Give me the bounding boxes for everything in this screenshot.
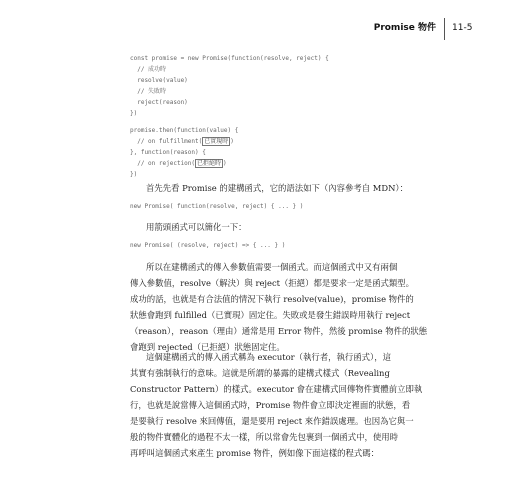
paragraph-line: 再呼叫這個函式來產生 promise 物件，例如像下面這樣的程式碼： <box>130 448 379 458</box>
paragraph-line: 般的物件實體化的過程不太一樣，所以常會先包裹到一個函式中，使用時 <box>130 432 398 442</box>
paragraph-line: 成功的話，也就是有合法值的情況下執行 resolve(value)，promise 物件的 <box>130 294 414 304</box>
header-divider <box>444 18 445 40</box>
paragraph-line: 行，也就是說當傳入這個函式時，Promise 物件會立即決定裡面的狀態，看 <box>130 400 411 410</box>
code-line: }, function(reason) { <box>130 149 206 156</box>
paragraph-constructor-intro: 首先先看 Promise 的建構函式，它的語法如下（內容參考自 MDN）： <box>146 183 408 193</box>
code-line: // on fulfillment( 已實現時 ) <box>130 138 234 145</box>
code-line: reject(reason) <box>130 99 188 106</box>
code-line: promise.then(function(value) { <box>130 127 239 134</box>
code-line: const promise = new Promise(function(resolve, reject) { <box>130 55 329 62</box>
paragraph-line: 這個建構函式的傳入函式稱為 executor（執行者，執行函式），這 <box>146 352 391 362</box>
code-comment-highlight: 已實現時 <box>204 138 229 145</box>
paragraph-line: 所以在建構函式的傳入參數值需要一個函式。而這個函式中又有兩個 <box>146 262 398 272</box>
code-constructor-syntax: new Promise( function(resolve, reject) { ... } ) <box>130 203 304 210</box>
paragraph-line: 會跑到 rejected（已拒絕）狀態固定住。 <box>130 342 285 352</box>
page-number: 11-5 <box>452 23 473 33</box>
paragraph-line: 傳入參數值，resolve（解決）與 reject（拒絕）都是要求一定是函式類型。 <box>130 278 415 288</box>
running-header-title: Promise 物件 <box>373 23 436 33</box>
code-line: // 成功時 <box>130 66 167 73</box>
code-arrow-syntax: new Promise( (resolve, reject) => { ... } ) <box>130 242 286 249</box>
code-line: }) <box>130 110 138 117</box>
code-line: // on rejection( 已拒絕時 ) <box>130 160 227 167</box>
code-line: // 失敗時 <box>130 88 167 95</box>
code-comment-highlight: 已拒絕時 <box>197 160 222 167</box>
paragraph-line: （reason），reason（理由）通常是用 Error 物件，然後 promise 物件的狀態 <box>130 326 428 336</box>
paragraph-line: Constructor Pattern）的樣式。executor 會在建構式回傳物件實體前立即執 <box>130 384 423 394</box>
paragraph-line: 其實有強制執行的意味。這就是所謂的暴露的建構式樣式（Revealing <box>130 368 390 378</box>
paragraph-line: 是要執行 resolve 來回傳值，還是要用 reject 來作錯誤處理。也因為它與一 <box>130 416 414 426</box>
paragraph-arrow-function: 用箭頭函式可以簡化一下： <box>146 222 247 232</box>
code-line: resolve(value) <box>130 77 188 84</box>
paragraph-line: 狀態會跑到 fulfilled（已實現）固定住。失敗或是發生錯誤時用執行 reject <box>130 310 411 320</box>
code-line: }) <box>130 171 138 178</box>
